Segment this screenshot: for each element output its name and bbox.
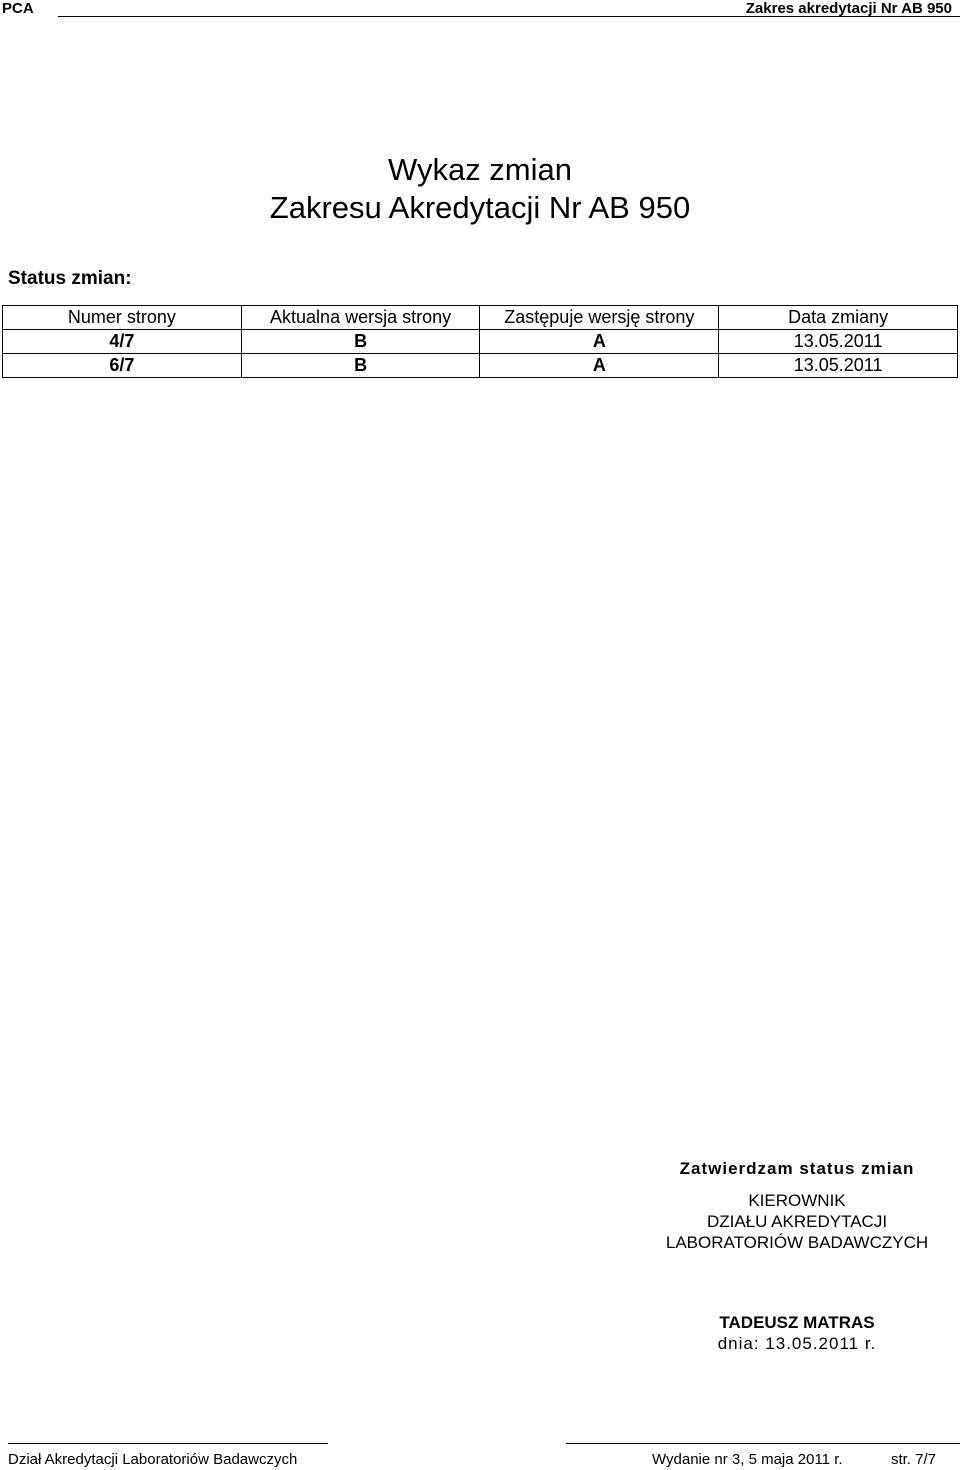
approval-date: dnia: 13.05.2011 r. [717,1334,877,1353]
approval-role-line: DZIAŁU AKREDYTACJI [706,1212,888,1231]
table-cell: 4/7 [3,330,242,354]
table-cell: 13.05.2011 [719,354,958,378]
page-footer [0,1440,960,1470]
column-header: Data zmiany [719,306,958,330]
table-cell: B [241,354,480,378]
page-header [0,0,960,18]
table-cell: 6/7 [3,354,242,378]
footer-rule [566,1443,960,1444]
approver-name: TADEUSZ MATRAS [719,1313,875,1332]
table-cell: B [241,330,480,354]
header-org: PCA [2,0,34,17]
status-label: Status zmian: [8,268,132,289]
header-rule [58,16,960,17]
footer-page-number: str. 7/7 [890,1451,936,1468]
footer-rule [8,1443,328,1444]
page-subtitle: Zakresu Akredytacji Nr AB 950 [269,190,691,225]
approval-role-line: KIEROWNIK [748,1191,846,1210]
column-header: Aktualna wersja strony [241,306,480,330]
table-cell: 13.05.2011 [719,330,958,354]
table-header-row [3,306,958,330]
table-cell: A [480,354,719,378]
footer-department: Dział Akredytacji Laboratoriów Badawczych [8,1451,298,1468]
changes-table [2,305,958,378]
table-cell: A [480,330,719,354]
column-header: Numer strony [3,306,242,330]
column-header: Zastępuje wersję strony [480,306,719,330]
approval-role-line: LABORATORIÓW BADAWCZYCH [665,1233,929,1252]
table-row [3,330,958,354]
approval-statement: Zatwierdzam status zmian [679,1159,915,1178]
header-document-title: Zakres akredytacji Nr AB 950 [745,0,952,17]
footer-edition: Wydanie nr 3, 5 maja 2011 r. [652,1451,843,1468]
page-title: Wykaz zmian [387,152,573,187]
table-row [3,354,958,378]
